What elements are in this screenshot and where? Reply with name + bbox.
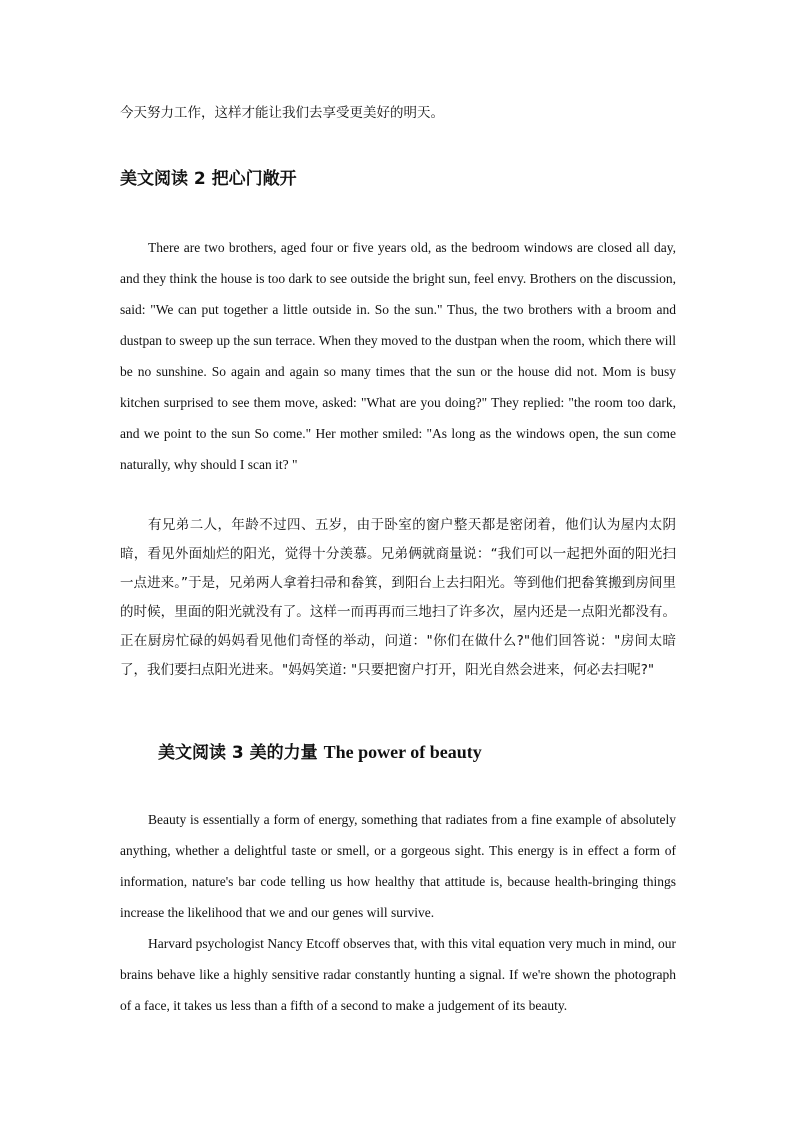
section3-heading-en: The power of beauty — [323, 742, 482, 762]
section2-heading: 美文阅读 2 把心门敞开 — [120, 169, 297, 189]
section2-chinese-paragraph: 有兄弟二人，年龄不过四、五岁，由于卧室的窗户整天都是密闭着，他们认为屋内太阴暗，看见外面灿烂的阳光，觉得十分羡慕。兄弟俩就商量说：“我们可以一起把外面的阳光扫一点进来。”于是，兄弟两人拿着扫帚和畚箕，到阳台上去扫阳光。等到他们把畚箕搬到房间里的时候，里面的阳光就没有了。这样一而再再而三地扫了许多次，屋内还是一点阳光都没有。正在厨房忙碌的妈妈看见他们奇怪的举动，问道："你们在做什么?"他们回答说："房间太暗了，我们要扫点阳光进来。"妈妈笑道: "只要把窗户打开，阳光自然会进来，何必去扫呢?" — [120, 517, 676, 678]
section3-heading-cn: 美文阅读 3 美的力量 — [158, 743, 324, 763]
intro-line: 今天努力工作，这样才能让我们去享受更美好的明天。 — [120, 105, 444, 121]
section3-paragraph-1: Beauty is essentially a form of energy, something that radiates from a fine example of absolutely anything, whether a delightful taste or smell, or a gorgeous sight. This energy is in effect a form of information, nature's bar code telling us how healthy that attitude is, because health-bringing things increase the likelihood that we and our genes will survive. — [120, 812, 676, 920]
section2-english-paragraph: There are two brothers, aged four or five years old, as the bedroom windows are closed all day, and they think the house is too dark to see outside the bright sun, feel envy. Brothers on the discussion, said: "We can put together a little outside in. So the sun." Thus, the two brothers with a broom and dustpan to sweep up the sun terrace. When they moved to the dustpan when the room, which there will be no sunshine. So again and again so many times that the sun or the house did not. Mom is busy kitchen surprised to see them move, asked: "What are you doing?" They replied: "the room too dark, and we point to the sun So come." Her mother smiled: "As long as the windows open, the sun come naturally, why should I scan it? " — [120, 240, 676, 472]
section3-paragraph-2: Harvard psychologist Nancy Etcoff observes that, with this vital equation very much in mind, our brains behave like a highly sensitive radar constantly hunting a signal. If we're shown the photograph of a face, it takes us less than a fifth of a second to make a judgement of its beauty. — [120, 936, 676, 1013]
section3-heading — [158, 740, 482, 765]
